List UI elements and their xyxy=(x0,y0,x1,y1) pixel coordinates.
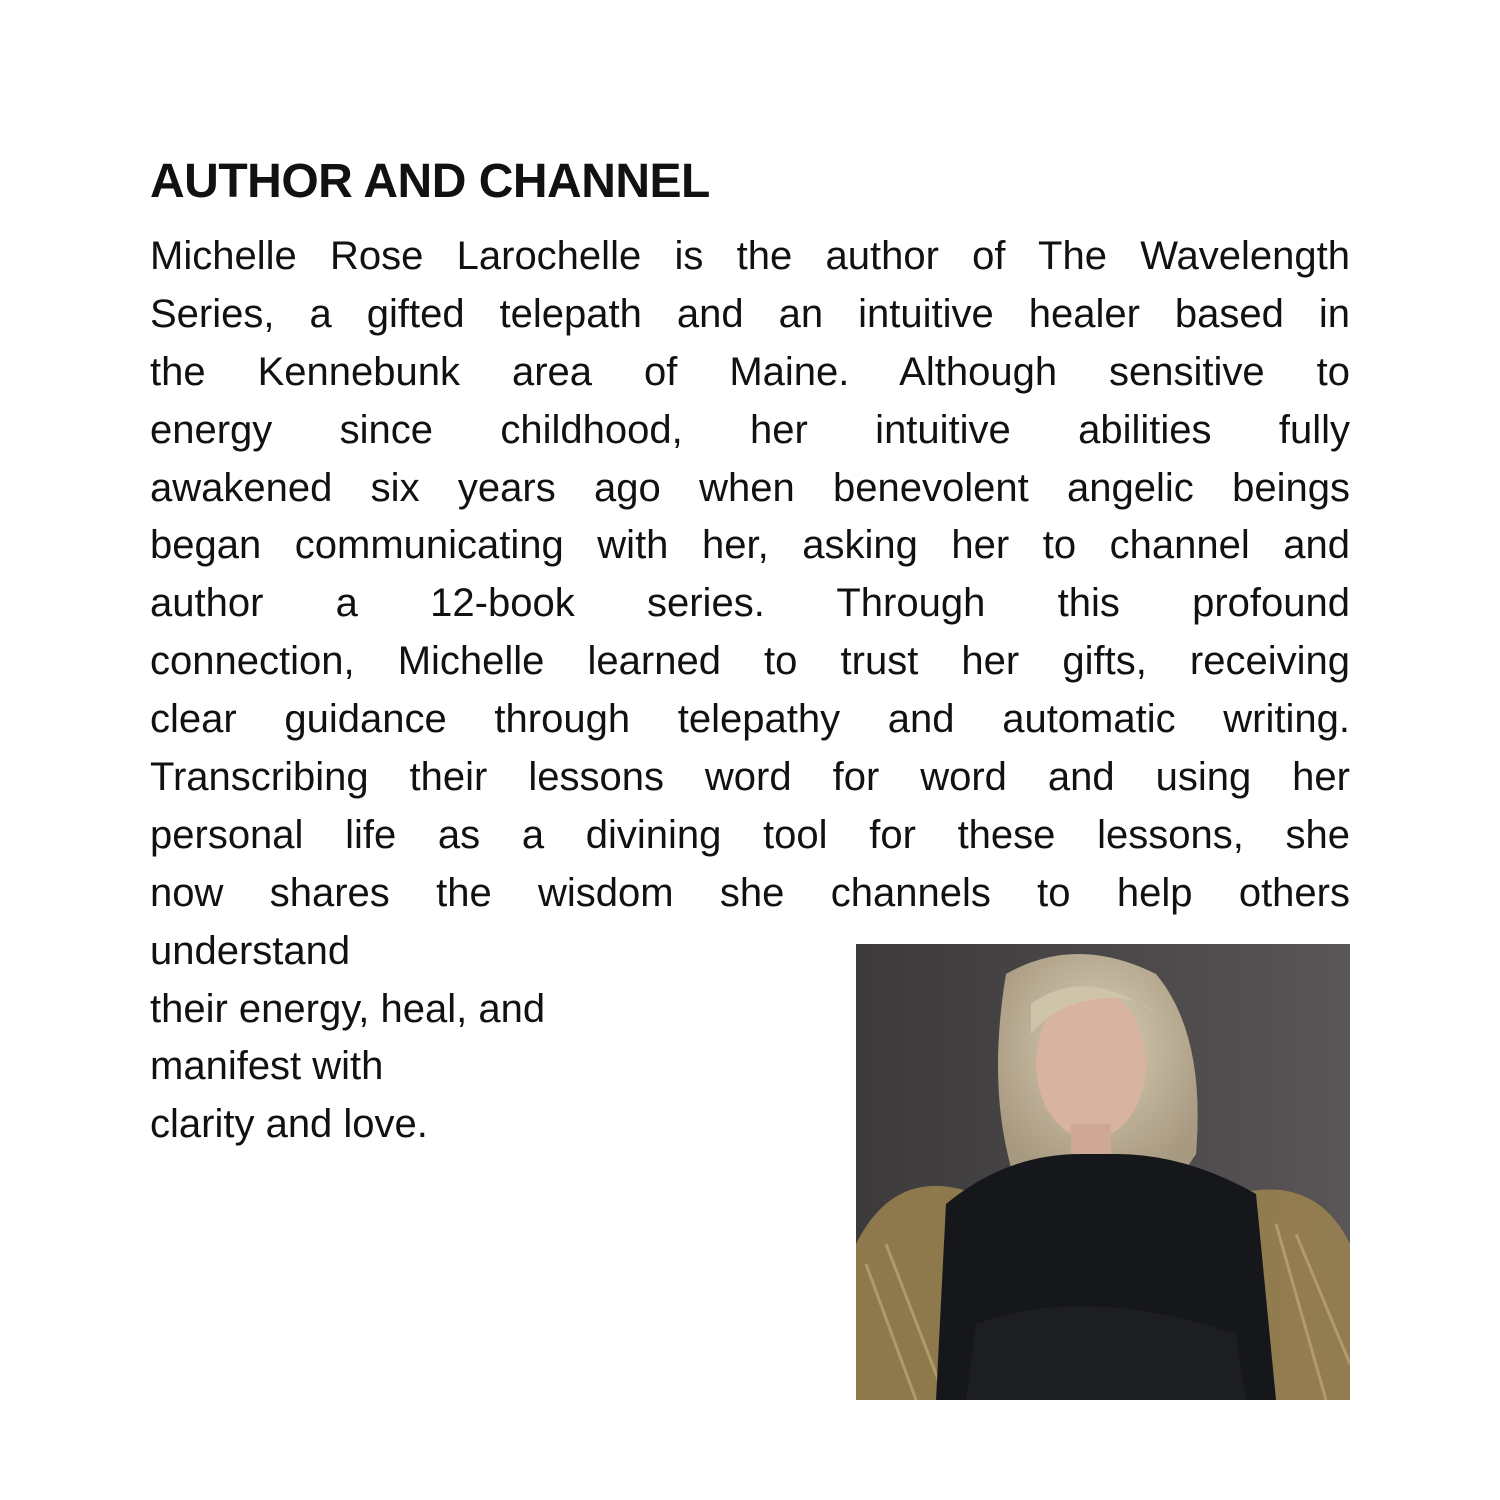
bio-line: the Kennebunk area of Maine. Although sensitive to xyxy=(150,349,1350,394)
bio-line: awakened six years ago when benevolent angelic beings xyxy=(150,465,1350,510)
bio-line: clear guidance through telepathy and automatic writing. xyxy=(150,697,1350,742)
bio-line: now shares the wisdom she channels to help others xyxy=(150,870,1350,915)
bio-line: Transcribing their lessons word for word and using her xyxy=(150,755,1350,800)
bio-line: understand xyxy=(150,928,351,973)
bio-line: Michelle Rose Larochelle is the author of The Wavelength xyxy=(150,234,1350,278)
bio-line: author a 12-book series. Through this profound xyxy=(150,581,1350,626)
bio-line: manifest with xyxy=(150,1044,384,1089)
bio-line: personal life as a divining tool for these lessons, she xyxy=(150,812,1350,857)
author-portrait-image xyxy=(856,944,1350,1400)
author-photo xyxy=(856,944,1350,1400)
page-title: AUTHOR AND CHANNEL xyxy=(150,155,710,208)
bio-line: clarity and love. xyxy=(150,1102,428,1147)
bio-line: Series, a gifted telepath and an intuitive healer based in xyxy=(150,291,1350,336)
bio-line: connection, Michelle learned to trust her gifts, receiving xyxy=(150,639,1350,684)
bio-line: began communicating with her, asking her to channel and xyxy=(150,523,1350,568)
bio-line: their energy, heal, and xyxy=(150,986,546,1031)
bio-line: energy since childhood, her intuitive abilities fully xyxy=(150,407,1350,452)
